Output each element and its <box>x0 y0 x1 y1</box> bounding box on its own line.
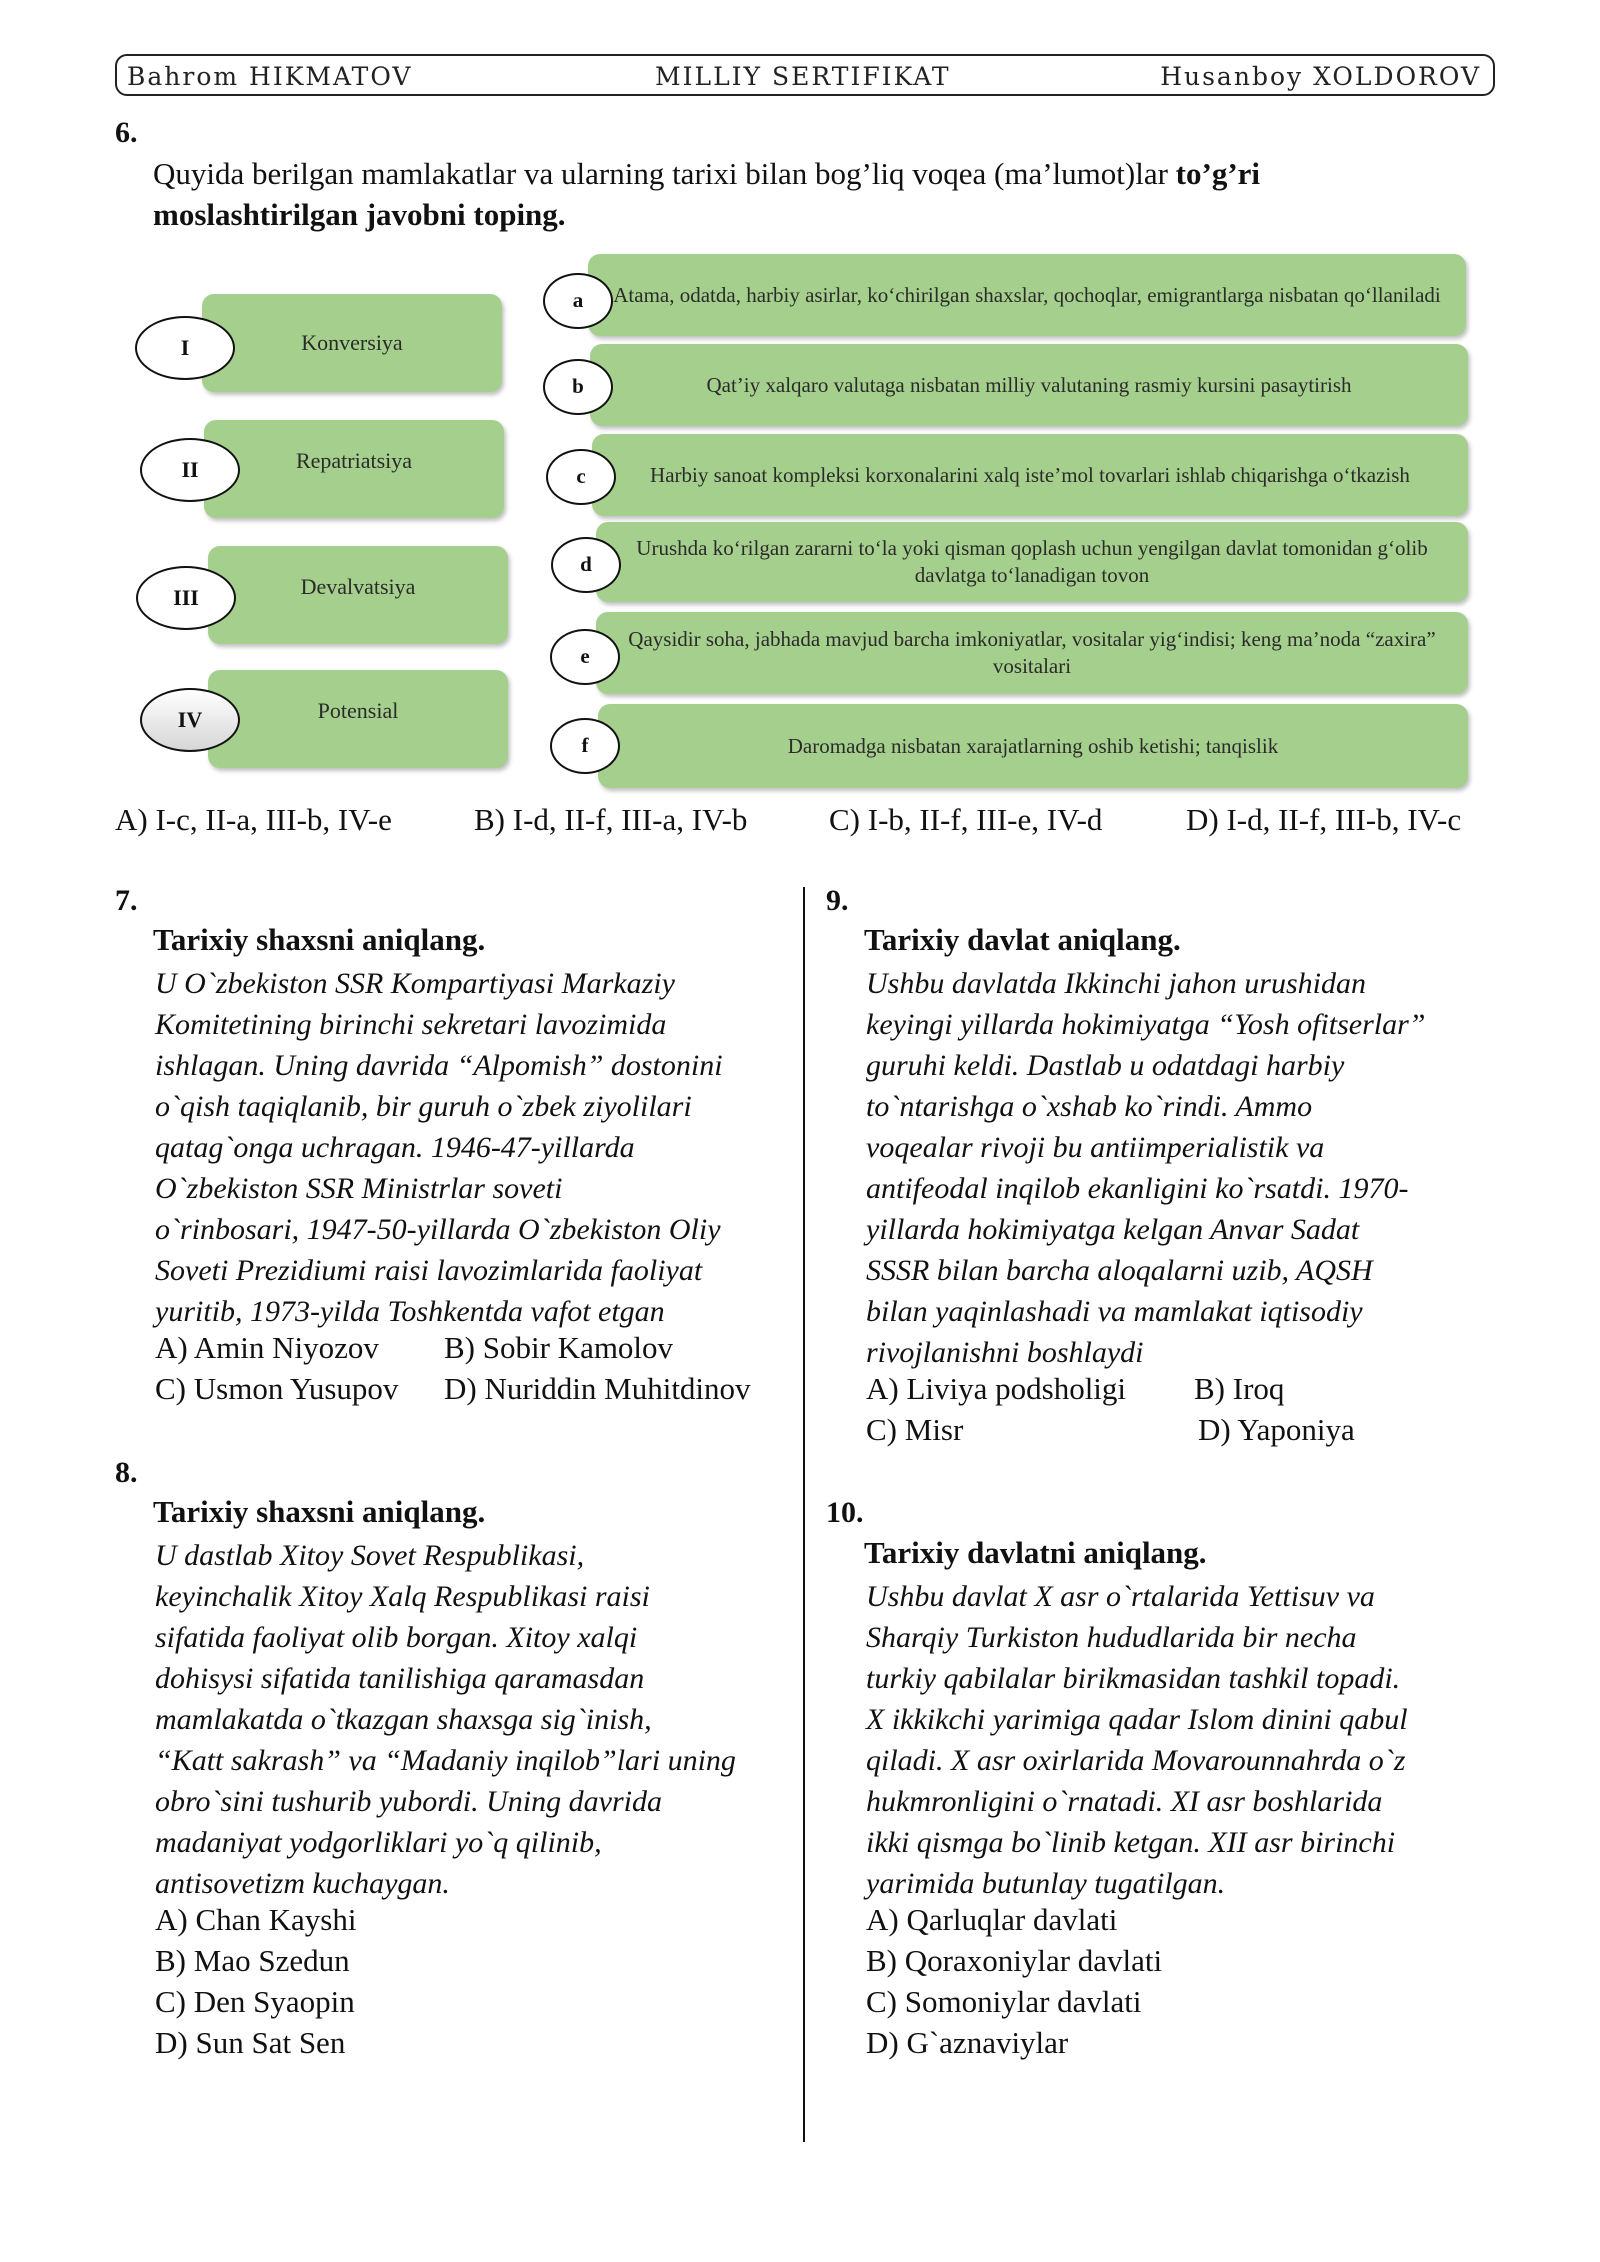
question-prompt <box>153 153 1483 235</box>
prompt-emphasis: to’g’ri <box>1175 156 1261 191</box>
header-author-right: Husanboy XOLDOROV <box>1160 62 1481 91</box>
question-passage <box>155 1535 795 1904</box>
term-label: Devalvatsiya <box>300 574 416 599</box>
passage-line: X ikkikchi yarimiga qadar Islom dinini qabul <box>866 1703 1408 1736</box>
passage-line: yarimida butunlay tugatilgan. <box>866 1867 1226 1900</box>
passage-line: sifatida faoliyat olib borgan. Xitoy xalqi <box>155 1621 638 1654</box>
passage-line: Sharqiy Turkiston hududlarida bir necha <box>866 1621 1357 1654</box>
passage-line: keyingi yillarda hokimiyatga “Yosh ofitserlar” <box>866 1008 1426 1041</box>
answer-option-d[interactable]: D) Nuriddin Muhitdinov <box>444 1371 751 1406</box>
answer-option-c[interactable]: C) I-b, II-f, III-e, IV-d <box>829 802 1103 837</box>
question-passage <box>866 963 1506 1373</box>
passage-line: yuritib, 1973-yilda Toshkentda vafot etgan <box>155 1295 665 1328</box>
question-number: 8. <box>115 1456 138 1489</box>
header-title: MILLIY SERTIFIKAT <box>655 62 951 91</box>
definition-text: Atama, odatda, harbiy asirlar, ko‘chirilgan shaxslar, qochoqlar, emigrantlarga nisbatan qo‘llaniladi <box>613 282 1441 307</box>
definition-box-b <box>590 344 1468 426</box>
roman-badge-3: III <box>136 566 236 630</box>
column-divider <box>803 887 805 2142</box>
letter-badge-a: a <box>543 273 613 329</box>
passage-line: antisovetizm kuchaygan. <box>155 1867 450 1900</box>
roman-badge-2: II <box>140 438 240 502</box>
answer-option-a[interactable]: A) Chan Kayshi <box>155 1902 357 1937</box>
passage-line: voqealar rivoji bu antiimperialistik va <box>866 1131 1325 1164</box>
question-title: Tarixiy davlatni aniqlang. <box>864 1535 1207 1570</box>
definition-box-c <box>592 434 1468 516</box>
term-box-1 <box>202 294 502 392</box>
passage-line: O`zbekiston SSR Ministrlar soveti <box>155 1172 563 1205</box>
passage-line: keyinchalik Xitoy Xalq Respublikasi raisi <box>155 1580 650 1613</box>
answer-option-b[interactable]: B) Sobir Kamolov <box>444 1330 674 1365</box>
letter-badge-b: b <box>543 359 613 415</box>
question-passage <box>866 1576 1506 1904</box>
passage-line: rivojlanishni boshlaydi <box>866 1336 1144 1369</box>
answer-option-d[interactable]: D) Sun Sat Sen <box>155 2025 346 2060</box>
answer-option-d[interactable]: D) I-d, II-f, III-b, IV-c <box>1186 802 1462 837</box>
term-label: Konversiya <box>301 330 403 355</box>
answer-option-c[interactable]: C) Den Syaopin <box>155 1984 355 2019</box>
question-title: Tarixiy davlat aniqlang. <box>864 922 1181 957</box>
letter-badge-e: e <box>550 629 620 685</box>
question-title: Tarixiy shaxsni aniqlang. <box>153 922 486 957</box>
letter-badge-f: f <box>550 718 620 774</box>
answer-option-b[interactable]: B) Iroq <box>1194 1371 1285 1406</box>
passage-line: mamlakatda o`tkazgan shaxsga sig`inish, <box>155 1703 652 1736</box>
passage-line: hukmronligini o`rnatadi. XI asr boshlarida <box>866 1785 1383 1818</box>
passage-line: o`rinbosari, 1947-50-yillarda O`zbekiston Oliy <box>155 1213 721 1246</box>
question-number: 9. <box>826 884 849 917</box>
term-box-4 <box>208 670 508 768</box>
passage-line: “Katt sakrash” va “Madaniy inqilob”lari uning <box>155 1744 736 1777</box>
definition-box-d <box>596 522 1468 602</box>
definition-text: Qat’iy xalqaro valutaga nisbatan milliy valutaning rasmiy kursini pasaytirish <box>706 372 1352 397</box>
passage-line: madaniyat yodgorliklari yo`q qilinib, <box>155 1826 602 1859</box>
question-number: 6. <box>115 116 138 149</box>
passage-line: Komitetining birinchi sekretari lavozimida <box>155 1008 667 1041</box>
answer-option-a[interactable]: A) I-c, II-a, III-b, IV-e <box>115 802 392 837</box>
term-box-2 <box>204 420 504 518</box>
passage-line: Soveti Prezidiumi raisi lavozimlarida faoliyat <box>155 1254 703 1287</box>
definition-box-e <box>596 612 1468 694</box>
passage-line: ikki qismga bo`linib ketgan. XII asr birinchi <box>866 1826 1396 1859</box>
passage-line: dohisysi sifatida tanilishiga qaramasdan <box>155 1662 645 1695</box>
term-label: Repatriatsiya <box>295 448 413 473</box>
letter-badge-d: d <box>551 537 621 593</box>
answer-option-c[interactable]: C) Usmon Yusupov <box>155 1371 399 1406</box>
definition-text: Harbiy sanoat kompleksi korxonalarini xalq iste’mol tovarlari ishlab chiqarishga o‘tkazish <box>650 462 1410 487</box>
definition-text: Daromadga nisbatan xarajatlarning oshib ketishi; tanqislik <box>787 733 1279 758</box>
header-author-left: Bahrom HIKMATOV <box>127 62 413 91</box>
passage-line: o`qish taqiqlanib, bir guruh o`zbek ziyolilari <box>155 1090 692 1123</box>
answer-option-b[interactable]: B) Mao Szedun <box>155 1943 350 1978</box>
question-number: 10. <box>826 1496 864 1529</box>
passage-line: Ushbu davlatda Ikkinchi jahon urushidan <box>866 967 1366 1000</box>
passage-line: qiladi. X asr oxirlarida Movarounnahrda o`z <box>866 1744 1406 1777</box>
definition-text: Qaysidir soha, jabhada mavjud barcha imkoniyatlar, vositalar yig‘indisi; keng ma’noda “zaxira” vositalari <box>628 627 1436 678</box>
passage-line: to`ntarishga o`xshab ko`rindi. Ammo <box>866 1090 1313 1123</box>
answer-option-b[interactable]: B) Qoraxoniylar davlati <box>866 1943 1163 1978</box>
answer-option-b[interactable]: B) I-d, II-f, III-a, IV-b <box>474 802 748 837</box>
passage-line: qatag`onga uchragan. 1946-47-yillarda <box>155 1131 635 1164</box>
roman-badge-4: IV <box>140 688 240 752</box>
term-label: Potensial <box>317 698 399 723</box>
definition-box-f <box>598 704 1468 788</box>
prompt-emphasis-line2: moslashtirilgan javobni toping. <box>153 197 566 232</box>
answer-option-c[interactable]: C) Misr <box>866 1412 964 1447</box>
passage-line: yillarda hokimiyatga kelgan Anvar Sadat <box>866 1213 1360 1246</box>
answer-option-c[interactable]: C) Somoniylar davlati <box>866 1984 1142 2019</box>
roman-badge-1: I <box>135 316 235 380</box>
passage-line: obro`sini tushurib yubordi. Uning davrida <box>155 1785 662 1818</box>
passage-line: U dastlab Xitoy Sovet Respublikasi, <box>155 1539 585 1572</box>
answer-option-d[interactable]: D) Yaponiya <box>1198 1412 1355 1447</box>
answer-option-a[interactable]: A) Amin Niyozov <box>155 1330 379 1365</box>
question-passage <box>155 963 795 1332</box>
prompt-text: Quyida berilgan mamlakatlar va ularning tarixi bilan bog’liq voqea (ma’lumot)lar <box>153 156 1176 191</box>
term-box-3 <box>208 546 508 644</box>
passage-line: SSSR bilan barcha aloqalarni uzib, AQSH <box>866 1254 1373 1287</box>
answer-option-a[interactable]: A) Liviya podsholigi <box>866 1371 1127 1406</box>
answer-option-a[interactable]: A) Qarluqlar davlati <box>866 1902 1118 1937</box>
passage-line: Ushbu davlat X asr o`rtalarida Yettisuv va <box>866 1580 1375 1613</box>
definition-box-a <box>588 254 1466 336</box>
letter-badge-c: c <box>546 449 616 505</box>
passage-line: U O`zbekiston SSR Kompartiyasi Markaziy <box>155 967 675 1000</box>
passage-line: turkiy qabilalar birikmasidan tashkil topadi. <box>866 1662 1401 1695</box>
question-number: 7. <box>115 884 138 917</box>
answer-option-d[interactable]: D) G`aznaviylar <box>866 2025 1069 2060</box>
page-header <box>115 54 1495 96</box>
passage-line: bilan yaqinlashadi va mamlakat iqtisodiy <box>866 1295 1363 1328</box>
passage-line: ishlagan. Uning davrida “Alpomish” dostonini <box>155 1049 723 1082</box>
passage-line: guruhi keldi. Dastlab u odatdagi harbiy <box>866 1049 1345 1082</box>
passage-line: antifeodal inqilob ekanligini ko`rsatdi. 1970- <box>866 1172 1409 1205</box>
definition-text: Urushda ko‘rilgan zararni to‘la yoki qisman qoplash uchun yengilgan davlat tomonidan g‘olib davlatga to‘lanadigan tovon <box>636 536 1428 587</box>
question-title: Tarixiy shaxsni aniqlang. <box>153 1494 486 1529</box>
